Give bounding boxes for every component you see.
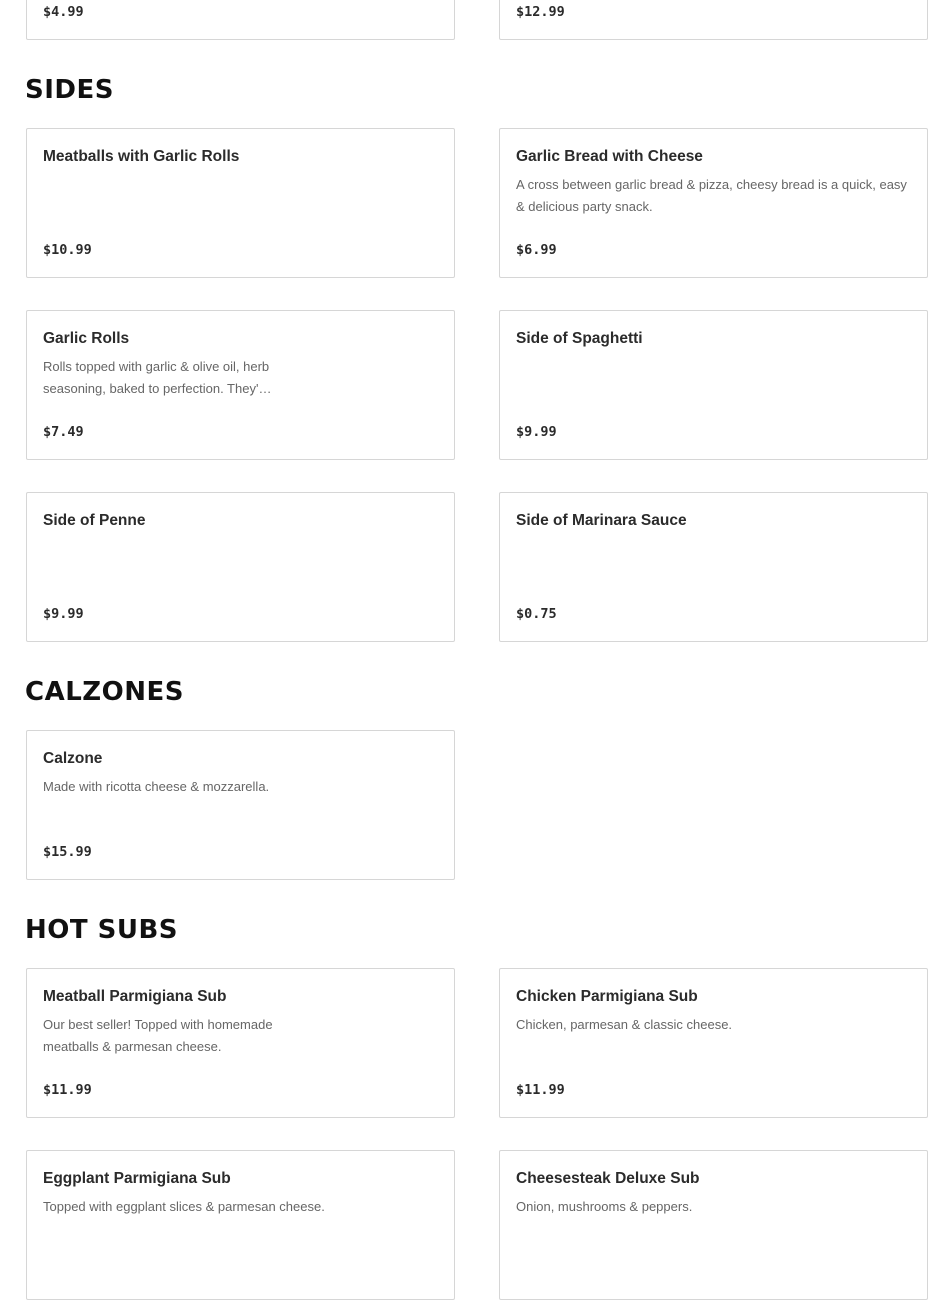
menu-item-card[interactable] xyxy=(499,128,928,278)
section-title-calzones: CALZONES xyxy=(25,677,184,707)
item-name: Eggplant Parmigiana Sub xyxy=(43,1170,231,1187)
menu-item-card[interactable] xyxy=(26,492,455,642)
item-price: $12.99 xyxy=(516,4,565,20)
item-name: Side of Penne xyxy=(43,512,146,529)
item-description: Onion, mushrooms & peppers. xyxy=(516,1199,693,1214)
item-name: Meatballs with Garlic Rolls xyxy=(43,148,240,165)
item-name: Side of Spaghetti xyxy=(516,330,643,347)
menu-item-card[interactable] xyxy=(499,0,928,40)
menu-item-card[interactable] xyxy=(26,128,455,278)
item-price: $4.99 xyxy=(43,4,84,20)
item-price: $7.49 xyxy=(43,424,84,440)
item-name: Side of Marinara Sauce xyxy=(516,512,687,529)
item-description: A cross between garlic bread & pizza, cheesy bread is a quick, easy & delicious party snack. xyxy=(516,177,907,214)
item-price: $11.99 xyxy=(43,1082,92,1098)
menu-item-card[interactable] xyxy=(499,968,928,1118)
menu-item-card[interactable] xyxy=(26,0,455,40)
item-name: Meatball Parmigiana Sub xyxy=(43,988,227,1005)
menu-item-card[interactable] xyxy=(26,310,455,460)
item-price: $9.99 xyxy=(43,606,84,622)
item-price: $6.99 xyxy=(516,242,557,258)
item-price: $9.99 xyxy=(516,424,557,440)
item-name: Garlic Rolls xyxy=(43,330,130,347)
item-price: $15.99 xyxy=(43,844,92,860)
menu-item-card[interactable] xyxy=(499,310,928,460)
item-price: $0.75 xyxy=(516,606,557,622)
section-title-hot-subs: HOT SUBS xyxy=(25,915,179,945)
section-title-sides: SIDES xyxy=(25,75,114,105)
menu-item-card[interactable] xyxy=(499,1150,928,1300)
item-name: Garlic Bread with Cheese xyxy=(516,148,703,165)
menu-item-card[interactable] xyxy=(26,730,455,880)
item-price: $10.99 xyxy=(43,242,92,258)
item-name: Calzone xyxy=(43,750,103,767)
item-name: Chicken Parmigiana Sub xyxy=(516,988,698,1005)
item-description: Our best seller! Topped with homemade meatballs & parmesan cheese. xyxy=(43,1017,273,1054)
item-description: Chicken, parmesan & classic cheese. xyxy=(516,1017,733,1032)
item-description: Made with ricotta cheese & mozzarella. xyxy=(43,779,270,794)
menu-item-card[interactable] xyxy=(26,968,455,1118)
item-description: Rolls topped with garlic & olive oil, herb seasoning, baked to perfection. They'… xyxy=(43,359,272,396)
menu-item-card[interactable] xyxy=(499,492,928,642)
item-price: $11.99 xyxy=(516,1082,565,1098)
menu-item-card[interactable] xyxy=(26,1150,455,1300)
item-name: Cheesesteak Deluxe Sub xyxy=(516,1170,700,1187)
item-description: Topped with eggplant slices & parmesan cheese. xyxy=(43,1199,325,1214)
